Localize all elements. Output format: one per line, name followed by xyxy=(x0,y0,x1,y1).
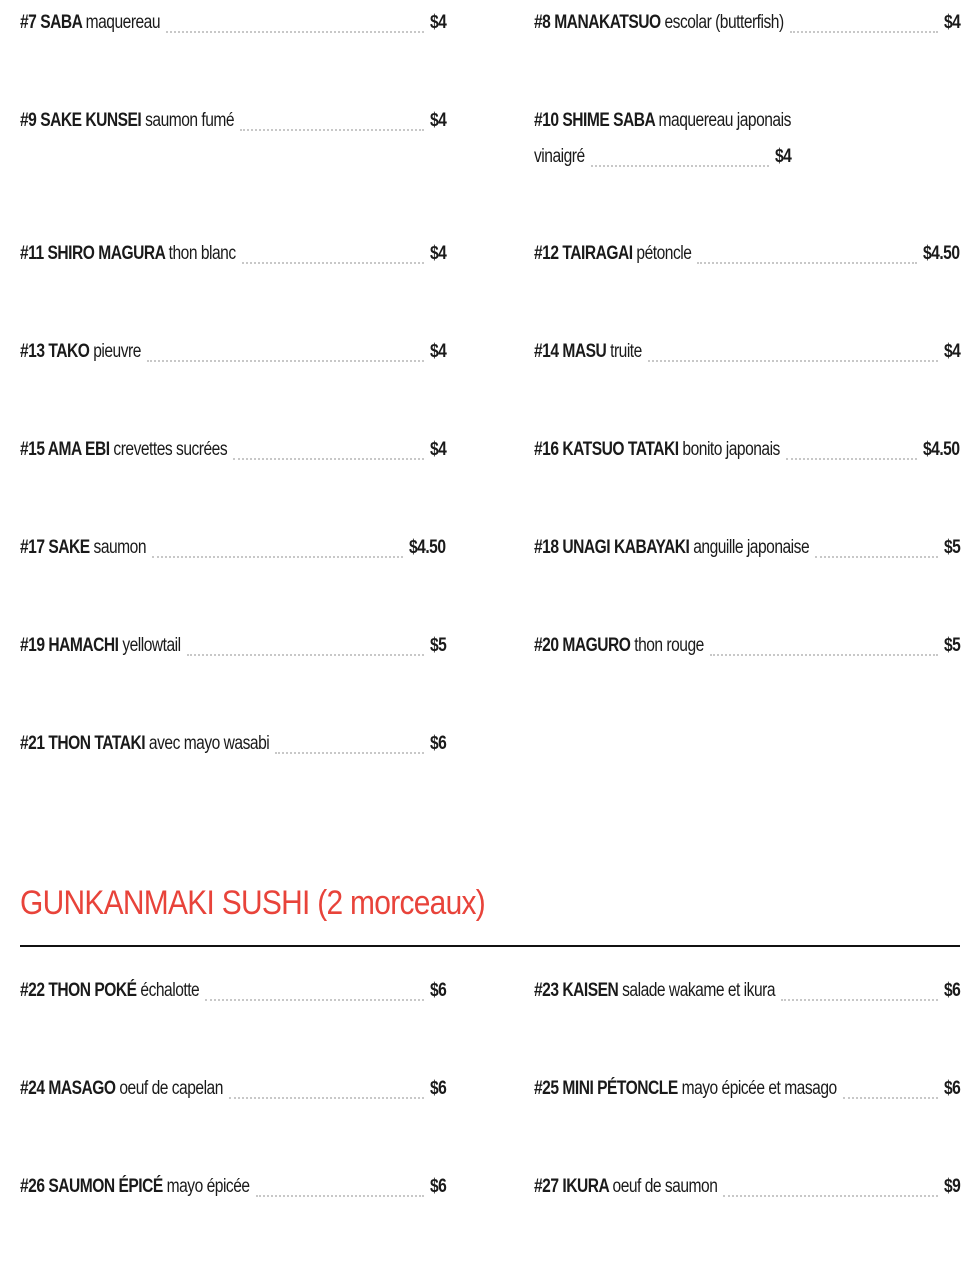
menu-item xyxy=(534,1066,960,1164)
menu-item xyxy=(534,0,960,98)
item-price: $4.50 xyxy=(409,537,447,558)
leader-dots xyxy=(233,458,424,460)
menu-item xyxy=(20,1164,446,1262)
leader-dots xyxy=(591,165,769,167)
item-description: bonito japonais xyxy=(682,439,780,460)
item-name: HAMACHI xyxy=(48,635,119,656)
item-description: thon blanc xyxy=(168,243,236,264)
item-price: $6 xyxy=(429,1176,447,1197)
menu-item xyxy=(20,98,446,231)
leader-dots xyxy=(781,999,938,1001)
item-name: MINI PÉTONCLE xyxy=(562,1078,678,1099)
item-description: escolar (butterfish) xyxy=(664,12,784,33)
item-description-cont: vinaigré xyxy=(534,146,585,167)
item-price: $6 xyxy=(943,980,961,1001)
item-price: $5 xyxy=(943,537,961,558)
item-name: THON TATAKI xyxy=(48,733,146,754)
item-price: $4.50 xyxy=(923,439,961,460)
item-price: $4 xyxy=(943,341,961,362)
leader-dots xyxy=(275,752,423,754)
nigiri-menu-grid xyxy=(20,0,960,819)
item-price: $6 xyxy=(429,980,447,1001)
item-name: TAIRAGAI xyxy=(562,243,633,264)
item-description: yellowtail xyxy=(122,635,181,656)
item-code: #7 xyxy=(20,12,37,33)
item-name: MAGURO xyxy=(562,635,631,656)
item-price: $4.50 xyxy=(923,243,961,264)
item-name: KAISEN xyxy=(562,980,619,1001)
item-code: #10 xyxy=(534,110,559,131)
leader-dots xyxy=(147,360,424,362)
leader-dots xyxy=(710,654,938,656)
item-code: #16 xyxy=(534,439,559,460)
section-title: GUNKANMAKI SUSHI (2 morceaux) xyxy=(20,884,486,922)
item-code: #25 xyxy=(534,1078,559,1099)
item-description: mayo épicée xyxy=(166,1176,250,1197)
item-name: TAKO xyxy=(48,341,90,362)
item-description: oeuf de saumon xyxy=(612,1176,718,1197)
leader-dots xyxy=(205,999,423,1001)
item-code: #11 xyxy=(20,243,44,264)
item-name: SAUMON ÉPICÉ xyxy=(48,1176,163,1197)
menu-item xyxy=(534,329,960,427)
leader-dots xyxy=(648,360,938,362)
item-price: $9 xyxy=(943,1176,961,1197)
leader-dots xyxy=(815,556,938,558)
item-name: MANAKATSUO xyxy=(554,12,661,33)
item-code: #26 xyxy=(20,1176,45,1197)
leader-dots xyxy=(256,1195,424,1197)
menu-item xyxy=(534,525,960,623)
menu-item xyxy=(20,525,446,623)
item-price: $4 xyxy=(429,243,447,264)
item-price: $6 xyxy=(429,1078,447,1099)
item-description: pieuvre xyxy=(93,341,141,362)
item-name: SHIRO MAGURA xyxy=(47,243,165,264)
item-price: $4 xyxy=(429,110,447,131)
item-code: #14 xyxy=(534,341,559,362)
item-description: oeuf de capelan xyxy=(119,1078,223,1099)
item-code: #21 xyxy=(20,733,45,754)
menu-item xyxy=(20,0,446,98)
item-description: thon rouge xyxy=(634,635,704,656)
item-price: $4 xyxy=(429,341,447,362)
item-description: saumon fumé xyxy=(145,110,235,131)
item-name: MASU xyxy=(562,341,607,362)
leader-dots xyxy=(723,1195,937,1197)
leader-dots xyxy=(166,31,424,33)
item-description: saumon xyxy=(93,537,147,558)
item-name: IKURA xyxy=(562,1176,609,1197)
item-price: $4 xyxy=(943,12,961,33)
item-description: mayo épicée et masago xyxy=(681,1078,837,1099)
item-description: truite xyxy=(610,341,642,362)
leader-dots xyxy=(697,262,917,264)
menu-item xyxy=(20,968,446,1066)
item-name: SAKE KUNSEI xyxy=(40,110,142,131)
item-code: #9 xyxy=(20,110,37,131)
menu-item xyxy=(534,98,960,231)
menu-item xyxy=(20,1066,446,1164)
item-code: #12 xyxy=(534,243,559,264)
item-description: anguille japonaise xyxy=(693,537,810,558)
leader-dots xyxy=(229,1097,424,1099)
item-price: $4 xyxy=(429,12,447,33)
menu-item xyxy=(534,231,960,329)
item-price: $6 xyxy=(943,1078,961,1099)
item-description: crevettes sucrées xyxy=(113,439,228,460)
menu-item xyxy=(20,427,446,525)
menu-item xyxy=(534,623,960,721)
item-code: #17 xyxy=(20,537,45,558)
leader-dots xyxy=(786,458,918,460)
item-name: UNAGI KABAYAKI xyxy=(562,537,690,558)
leader-dots xyxy=(187,654,424,656)
item-code: #13 xyxy=(20,341,45,362)
item-description: salade wakame et ikura xyxy=(622,980,775,1001)
item-name: SHIME SABA xyxy=(562,110,655,131)
item-price: $6 xyxy=(429,733,447,754)
leader-dots xyxy=(843,1097,938,1099)
section-divider xyxy=(20,945,960,947)
menu-item xyxy=(534,427,960,525)
item-code: #23 xyxy=(534,980,559,1001)
menu-item xyxy=(534,1164,960,1262)
item-code: #8 xyxy=(534,12,551,33)
item-description: échalotte xyxy=(140,980,200,1001)
menu-item xyxy=(534,968,960,1066)
menu-item xyxy=(20,623,446,721)
item-description: pétoncle xyxy=(636,243,692,264)
item-description: maquereau xyxy=(85,12,161,33)
item-code: #18 xyxy=(534,537,559,558)
leader-dots xyxy=(152,556,403,558)
item-name: SAKE xyxy=(48,537,90,558)
item-code: #19 xyxy=(20,635,45,656)
item-name: THON POKÉ xyxy=(48,980,137,1001)
leader-dots xyxy=(242,262,424,264)
item-price: $4 xyxy=(429,439,447,460)
item-name: MASAGO xyxy=(48,1078,116,1099)
item-price: $5 xyxy=(943,635,961,656)
item-description: avec mayo wasabi xyxy=(148,733,270,754)
item-name: AMA EBI xyxy=(47,439,110,460)
item-name: KATSUO TATAKI xyxy=(562,439,679,460)
menu-item xyxy=(20,329,446,427)
menu-item xyxy=(20,721,446,819)
gunkan-menu-grid xyxy=(20,968,960,1262)
item-price: $5 xyxy=(429,635,447,656)
item-code: #20 xyxy=(534,635,559,656)
leader-dots xyxy=(790,31,938,33)
item-price: $4 xyxy=(774,146,791,167)
leader-dots xyxy=(240,129,424,131)
menu-item xyxy=(20,231,446,329)
item-code: #27 xyxy=(534,1176,559,1197)
item-code: #24 xyxy=(20,1078,45,1099)
item-description: maquereau japonais xyxy=(658,110,791,131)
item-code: #22 xyxy=(20,980,45,1001)
item-code: #15 xyxy=(20,439,45,460)
item-name: SABA xyxy=(40,12,82,33)
